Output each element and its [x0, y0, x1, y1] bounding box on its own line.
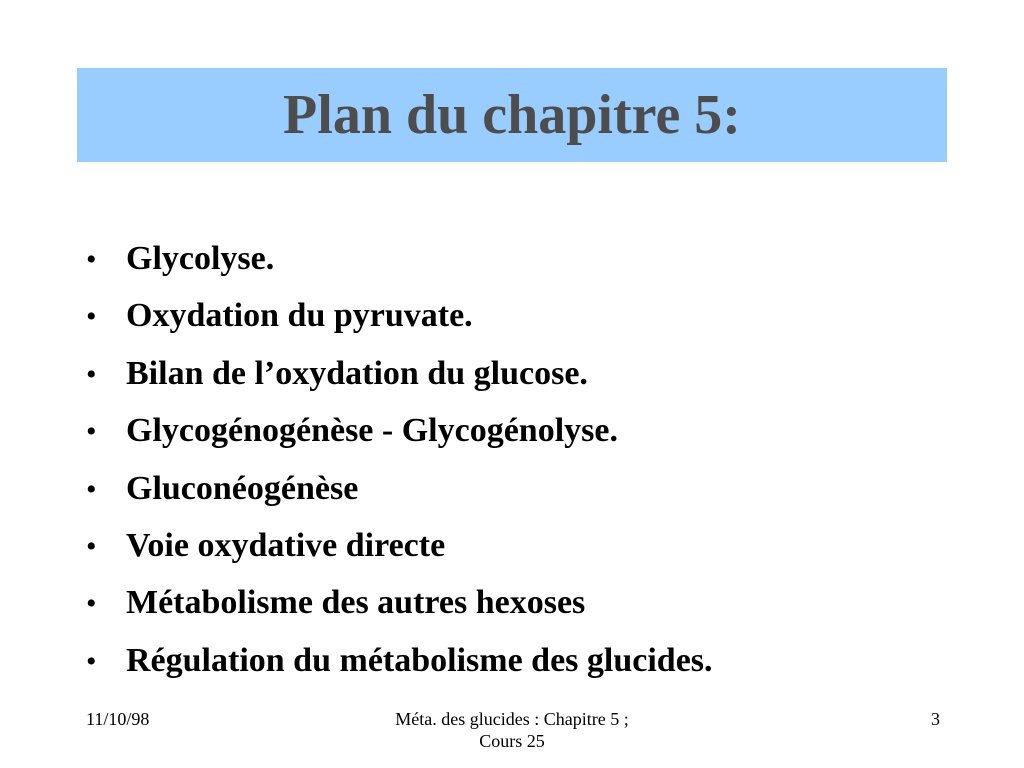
- bullet-icon: •: [86, 415, 97, 449]
- footer-caption-line-2: Cours 25: [479, 731, 545, 751]
- slide-title: Plan du chapitre 5:: [283, 84, 741, 146]
- list-item: [86, 632, 713, 689]
- bullet-list: [86, 230, 713, 689]
- list-item-text: Glycolyse.: [126, 240, 275, 277]
- list-item-text: Bilan de l’oxydation du glucose.: [126, 354, 588, 392]
- list-item: [86, 345, 713, 402]
- page-number: 3: [931, 709, 940, 729]
- list-item: [86, 460, 713, 517]
- list-item: [86, 402, 713, 459]
- footer-date: 11/10/98: [86, 709, 150, 729]
- list-item: [86, 287, 713, 344]
- bullet-icon: •: [86, 357, 97, 391]
- bullet-icon: •: [86, 243, 97, 276]
- footer-caption-line-1: Méta. des glucides : Chapitre 5 ;: [395, 709, 629, 729]
- list-item: [86, 230, 713, 287]
- list-item-text: Métabolisme des autres hexoses: [126, 584, 586, 622]
- bullet-icon: •: [86, 644, 97, 678]
- footer-caption: [362, 708, 662, 752]
- list-item-text: Oxydation du pyruvate.: [126, 297, 473, 335]
- bullet-icon: •: [86, 529, 97, 563]
- list-item: [86, 574, 713, 631]
- bullet-icon: •: [86, 587, 97, 621]
- bullet-icon: •: [86, 300, 97, 334]
- list-item-text: Régulation du métabolisme des glucides.: [126, 641, 713, 679]
- list-item-text: Voie oxydative directe: [126, 526, 446, 564]
- list-item: [86, 517, 713, 574]
- bullet-icon: •: [86, 472, 97, 506]
- list-item-text: Gluconéogénèse: [126, 469, 359, 507]
- title-banner: [77, 68, 947, 162]
- list-item-text: Glycogénogénèse - Glycogénolyse.: [126, 412, 618, 450]
